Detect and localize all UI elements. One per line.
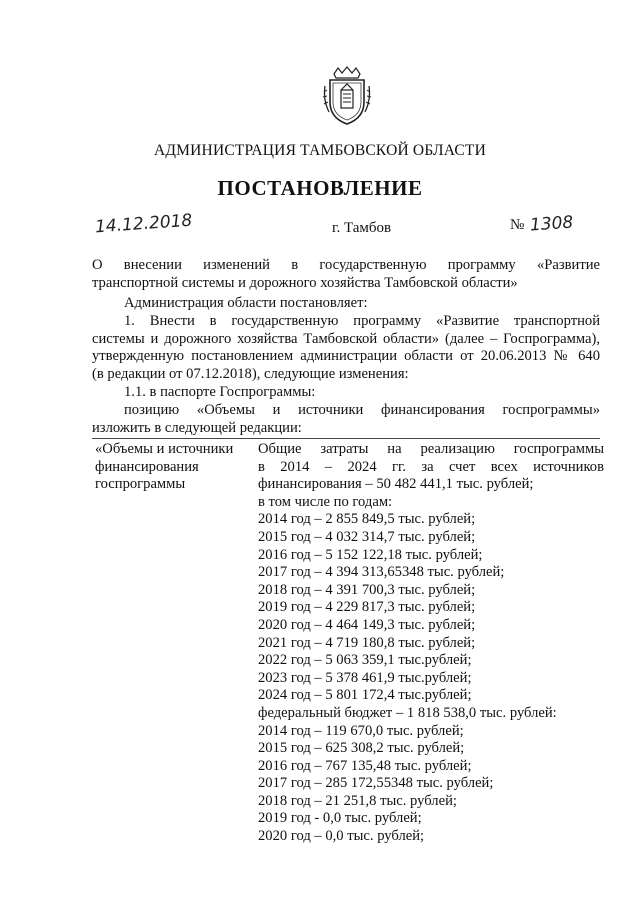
number-sign: №: [510, 217, 525, 233]
left-cell-line: госпрограммы: [95, 476, 186, 493]
left-cell-line: «Объемы и источники: [95, 441, 234, 457]
funding-line: 2016 год – 5 152 122,18 тыс. рублей;: [258, 546, 483, 563]
document-title: ПОСТАНОВЛЕНИЕ: [217, 176, 423, 200]
table-right-cell: [258, 441, 604, 846]
funding-line: 2016 год – 767 135,48 тыс. рублей;: [258, 757, 472, 774]
item-1: [92, 313, 600, 383]
decree-intro: Администрация области постановляет:: [124, 295, 368, 311]
funding-line: 2018 год – 21 251,8 тыс. рублей;: [258, 792, 457, 809]
funding-line: Общие затраты на реализацию госпрограммы: [258, 441, 604, 457]
funding-line: финансирования – 50 482 441,1 тыс. рублей;: [258, 476, 534, 493]
handwritten-date: 14.12.2018: [94, 210, 193, 238]
funding-line: федеральный бюджет – 1 818 538,0 тыс. рублей:: [258, 704, 557, 721]
funding-line: 2017 год – 4 394 313,65348 тыс. рублей;: [258, 564, 505, 581]
item-1-line: системы и дорожного хозяйства Тамбовской области» (далее – Госпрограмма),: [92, 330, 600, 347]
table-left-cell: [95, 441, 245, 494]
position-line: позицию «Объемы и источники финансирования госпрограммы»: [124, 402, 600, 418]
funding-line: 2018 год – 4 391 700,3 тыс. рублей;: [258, 581, 476, 598]
funding-line: 2024 год – 5 801 172,4 тыс.рублей;: [258, 687, 472, 704]
position-line: изложить в следующей редакции:: [92, 419, 302, 436]
handwritten-number: 1308: [529, 212, 575, 236]
funding-line: в 2014 – 2024 гг. за счет всех источников: [258, 458, 604, 475]
funding-line: 2021 год – 4 719 180,8 тыс. рублей;: [258, 634, 476, 651]
issuer-heading: АДМИНИСТРАЦИЯ ТАМБОВСКОЙ ОБЛАСТИ: [154, 142, 486, 159]
funding-line: 2022 год – 5 063 359,1 тыс.рублей;: [258, 652, 472, 669]
subject-line: транспортной системы и дорожного хозяйства Тамбовской области»: [92, 274, 518, 291]
coat-of-arms-emblem: [322, 66, 372, 126]
item-1-line: (в редакции от 07.12.2018), следующие изменения:: [92, 365, 409, 382]
funding-line: 2020 год – 4 464 149,3 тыс. рублей;: [258, 616, 476, 633]
left-cell-line: финансирования: [95, 458, 199, 475]
funding-line: 2020 год – 0,0 тыс. рублей;: [258, 828, 425, 845]
funding-line: 2015 год – 4 032 314,7 тыс. рублей;: [258, 528, 476, 545]
city: г. Тамбов: [332, 220, 392, 236]
funding-line: 2023 год – 5 378 461,9 тыс.рублей;: [258, 669, 472, 686]
item-1-line: 1. Внести в государственную программу «Развитие транспортной: [124, 313, 600, 329]
funding-line: 2014 год – 119 670,0 тыс. рублей;: [258, 722, 464, 739]
funding-line: 2019 год - 0,0 тыс. рублей;: [258, 810, 422, 827]
funding-line: 2019 год – 4 229 817,3 тыс. рублей;: [258, 599, 476, 616]
funding-line: в том числе по годам:: [258, 493, 393, 510]
item-1-1: 1.1. в паспорте Госпрограммы:: [124, 384, 316, 400]
subject-block: [92, 257, 600, 292]
position-paragraph: [92, 402, 600, 437]
subject-line: О внесении изменений в государственную программу «Развитие: [92, 257, 600, 273]
table-top-border: [92, 438, 600, 439]
item-1-line: утвержденную постановлением администрации области от 20.06.2013 № 640: [92, 348, 600, 365]
document-number: [510, 214, 574, 234]
funding-line: 2014 год – 2 855 849,5 тыс. рублей;: [258, 511, 476, 528]
funding-line: 2017 год – 285 172,55348 тыс. рублей;: [258, 775, 494, 792]
funding-line: 2015 год – 625 308,2 тыс. рублей;: [258, 740, 465, 757]
